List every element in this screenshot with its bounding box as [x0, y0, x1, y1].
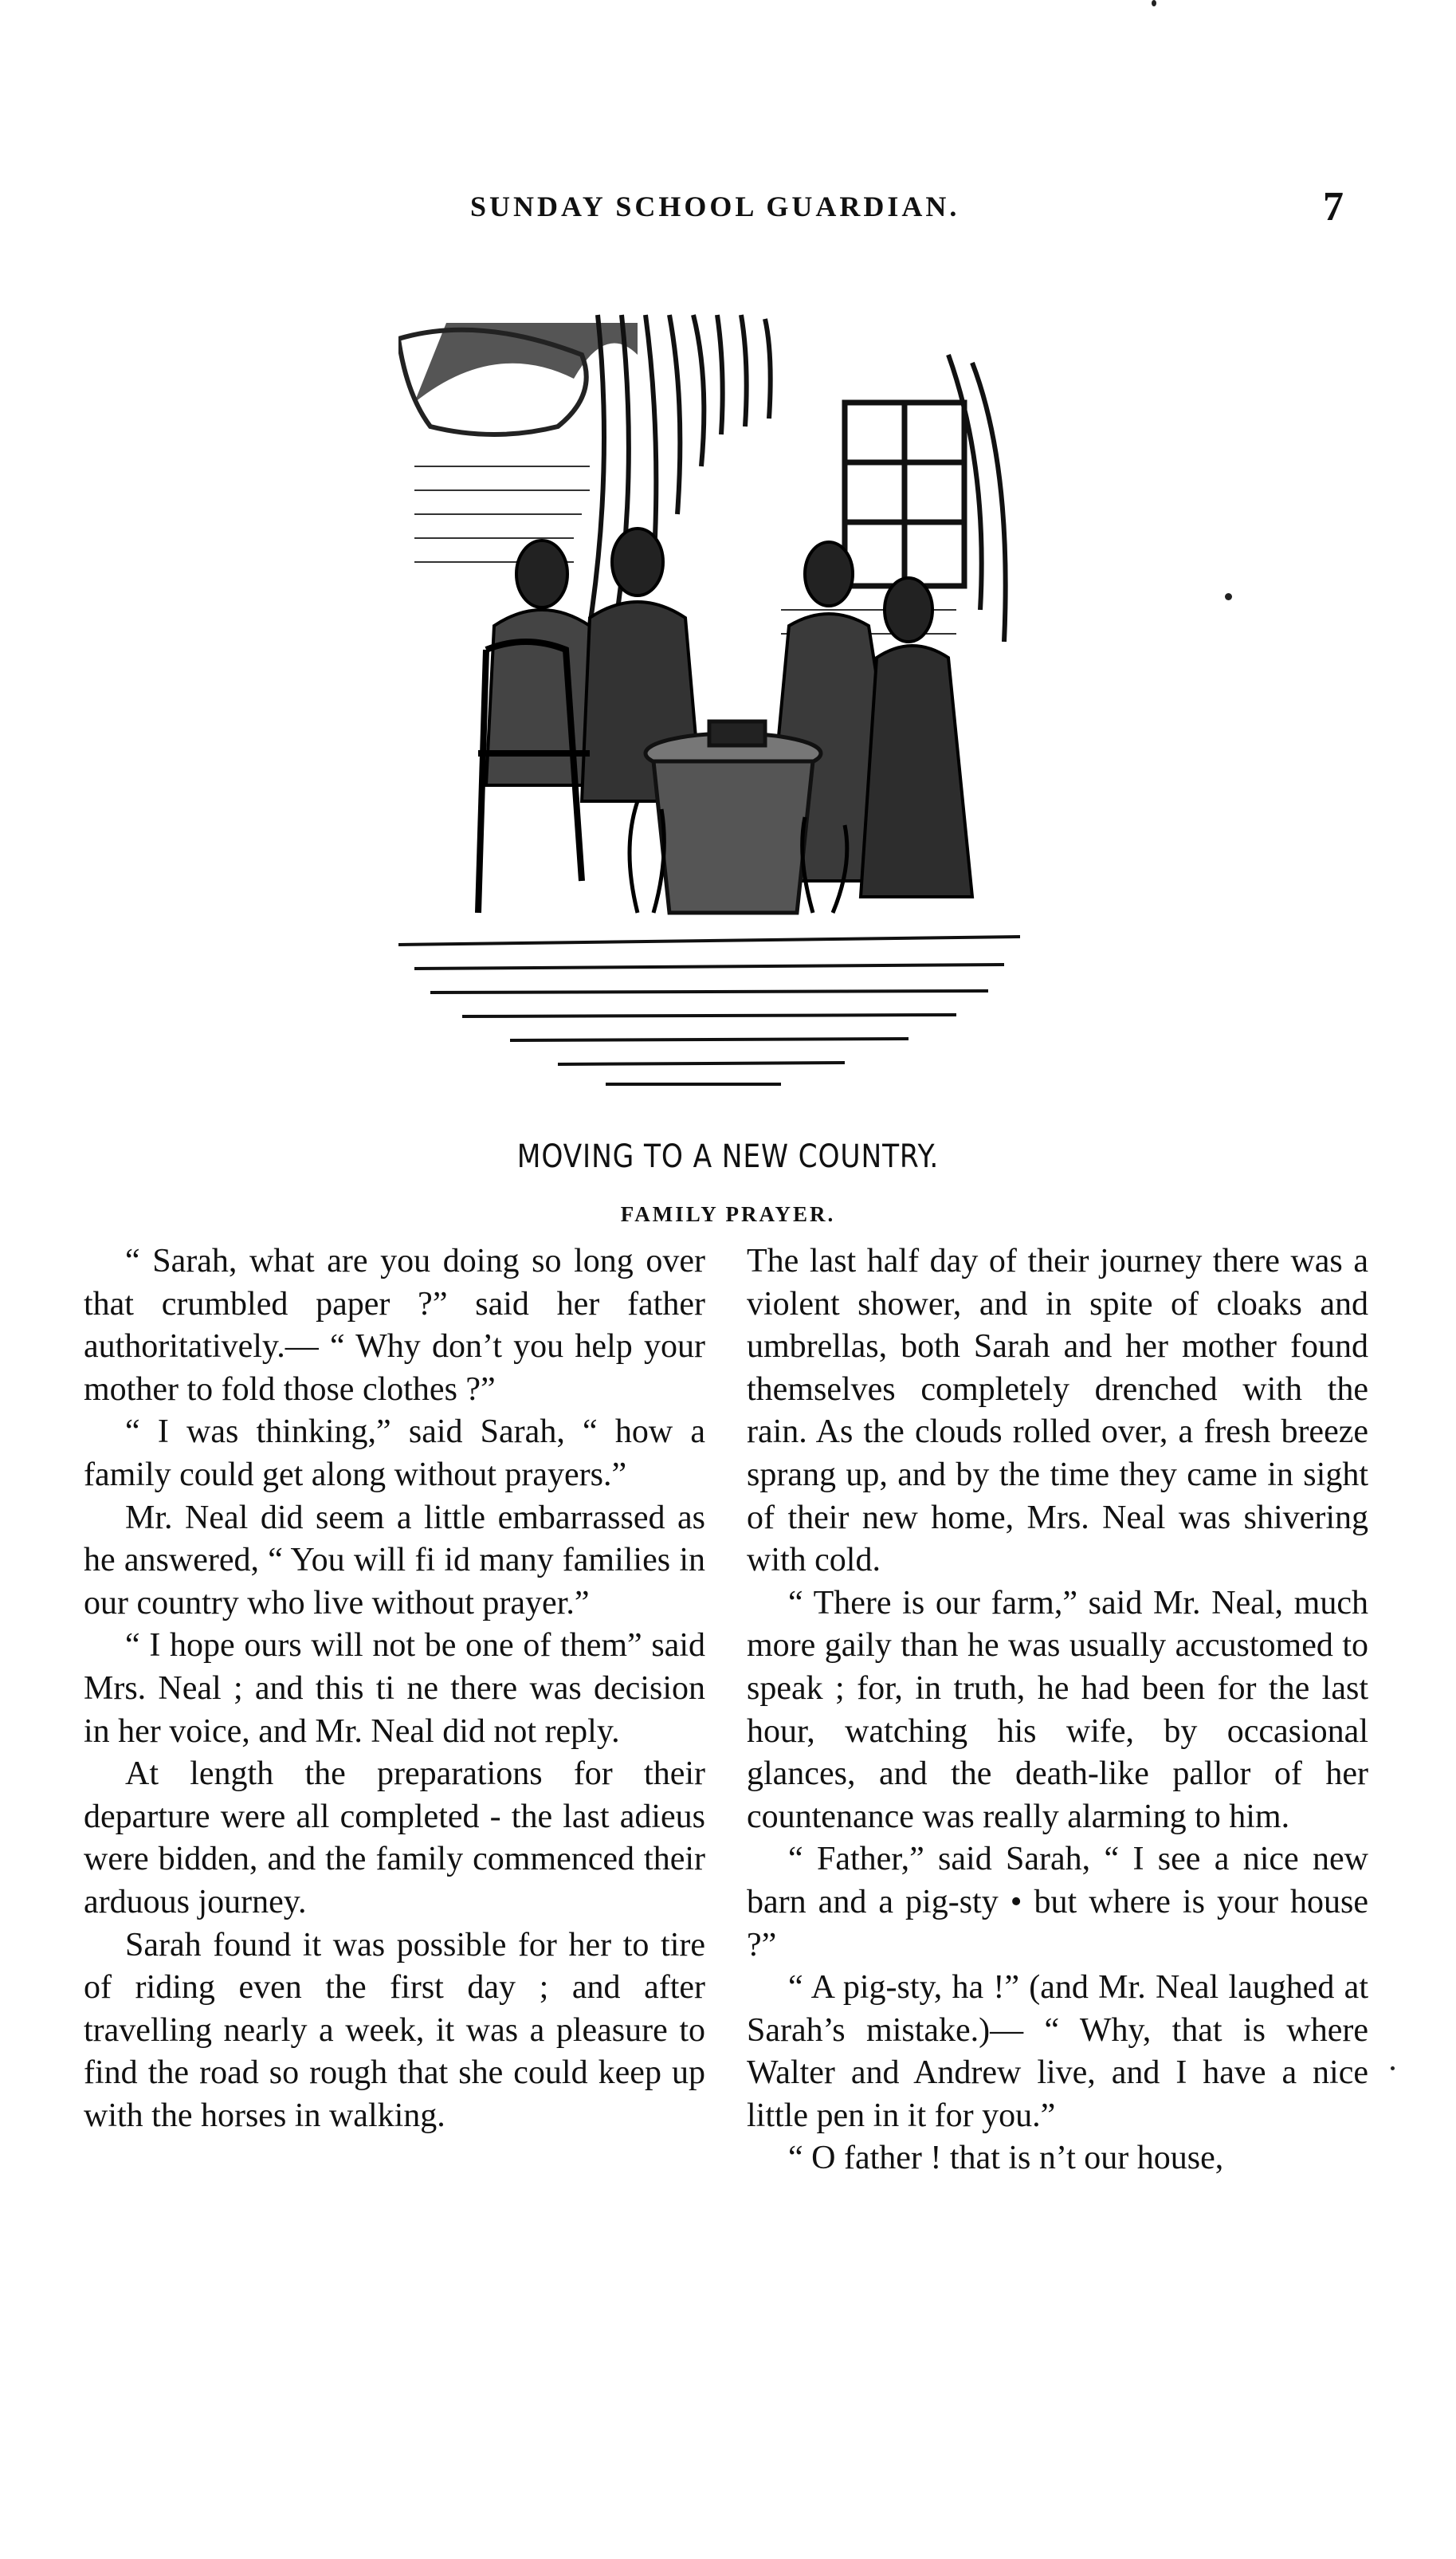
paragraph: “ Sarah, what are you doing so long over that crumbled paper ?” said her father authoritatively.— “ Why don’t you help your mother to fold those clothes ?” — [84, 1243, 705, 1408]
page-number: 7 — [1323, 184, 1344, 230]
running-head — [0, 184, 1456, 238]
ink-speck — [1391, 2066, 1395, 2070]
right-column — [747, 1240, 1368, 2452]
paragraph: “ I was thinking,” said Sarah, “ how a family could get along without prayers.” — [84, 1413, 705, 1493]
paragraph: “ I hope ours will not be one of them” said Mrs. Neal ; and this ti ne there was decision in her voice, and Mr. Neal did not reply. — [84, 1627, 705, 1750]
ink-speck — [1225, 593, 1232, 600]
engraving-image — [398, 307, 1020, 1108]
paragraph: “ Father,” said Sarah, “ I see a nice new barn and a pig-sty • but where is your house ?” — [747, 1841, 1368, 1963]
running-title: SUNDAY SCHOOL GUARDIAN. — [470, 191, 960, 222]
paragraph: The last half day of their journey there was a violent shower, and in spite of cloaks and umbrellas, both Sarah and her mother found themselves completely drenched with the rain. As the clouds rolled over, a fresh breeze sprang up, and by the time they came in sight of their new home, Mrs. Neal was shivering with cold. — [747, 1243, 1368, 1579]
paragraph: Mr. Neal did seem a little embarrassed as he answered, “ You will fi id many families in our country who live without prayer.” — [84, 1499, 705, 1621]
paragraph: “ A pig-sty, ha !” (and Mr. Neal laughed at Sarah’s mistake.)— “ Why, that is where Walter and Andrew live, and I have a nice little pen in it for you.” — [747, 1969, 1368, 2134]
paragraph: “ O father ! that is n’t our house, — [788, 2140, 1224, 2177]
article-subtitle: FAMILY PRAYER. — [620, 1202, 836, 1226]
left-column — [84, 1240, 705, 2452]
paragraph: “ There is our farm,” said Mr. Neal, much more gaily than he was usually accustomed to speak ; for, in truth, he had been for the last hour, watching his wife, by occasional glances, and the death-like pallor of her countenance was really alarming to him. — [747, 1584, 1368, 1835]
article-title: MOVING TO A NEW COUNTRY. — [516, 1138, 940, 1175]
paragraph: Sarah found it was possible for her to tire of riding even the first day ; and after travelling nearly a week, it was a pleasure to find the road so rough that she could keep up with the horses in walking. — [84, 1926, 705, 2134]
paragraph: At length the preparations for their departure were all completed - the last adieus were bidden, and the family commenced their arduous journey. — [84, 1755, 705, 1920]
ink-speck — [1152, 0, 1156, 6]
family-prayer-illustration — [398, 307, 1020, 1108]
